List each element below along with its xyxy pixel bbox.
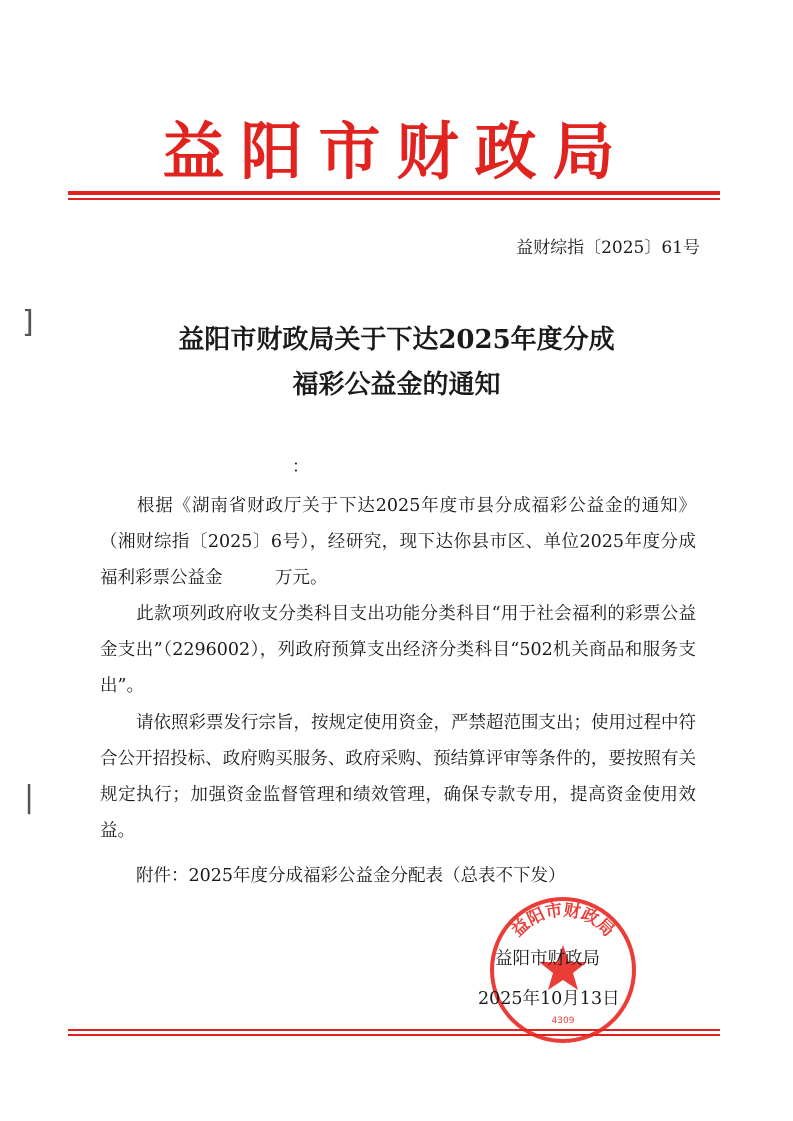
svg-text:益阳市财政局 — [507, 899, 618, 940]
document-header-title: 益阳市财政局 — [162, 115, 631, 188]
salutation: ： — [292, 457, 309, 477]
body-paragraph-1 — [100, 488, 696, 596]
signature-organization: 益阳市财政局 — [495, 949, 600, 969]
body-paragraph-2-text: 此款项列政府收支分类科目支出功能分类科目“用于社会福利的彩票公益金支出”（2296002），列政府预算支出经济分类科目“502机关商品和服务支出”。 — [100, 604, 696, 696]
body-paragraph-2 — [100, 596, 696, 704]
official-seal — [488, 895, 638, 1045]
body-paragraph-3 — [100, 705, 696, 849]
seal-arc-text: 益阳市财政局 — [507, 900, 619, 941]
header-rule-thick — [68, 191, 720, 195]
document-title-line-2: 福彩公益金的通知 — [292, 370, 501, 400]
document-title-line-1: 益阳市财政局关于下达2025年度分成 — [178, 325, 615, 355]
seal-code-text: 4309 — [551, 1016, 575, 1026]
header-rule-thin — [68, 198, 720, 200]
attachment-note: 附件：2025年度分成福彩公益金分配表（总表不下发） — [136, 866, 566, 886]
body-paragraph-1-text: 根据《湖南省财政厅关于下达2025年度市县分成福彩公益金的通知》（湘财综指〔2025〕6号），经研究，现下达你县市区、单位2025年度分成福利彩票公益金 万元。 — [100, 496, 696, 588]
document-number: 益财综指〔2025〕61号 — [516, 238, 700, 258]
binding-mark-bottom: | — [24, 780, 35, 815]
body-paragraph-3-text: 请依照彩票发行宗旨，按规定使用资金，严禁超范围支出；使用过程中符合公开招投标、政府购买服务、政府采购、预结算评审等条件的，要按照有关规定执行；加强资金监督管理和绩效管理，确保专款专用，提高资金使用效益。 — [100, 713, 696, 841]
binding-mark-top: ] — [22, 305, 34, 340]
signature-date: 2025年10月13日 — [478, 989, 620, 1009]
